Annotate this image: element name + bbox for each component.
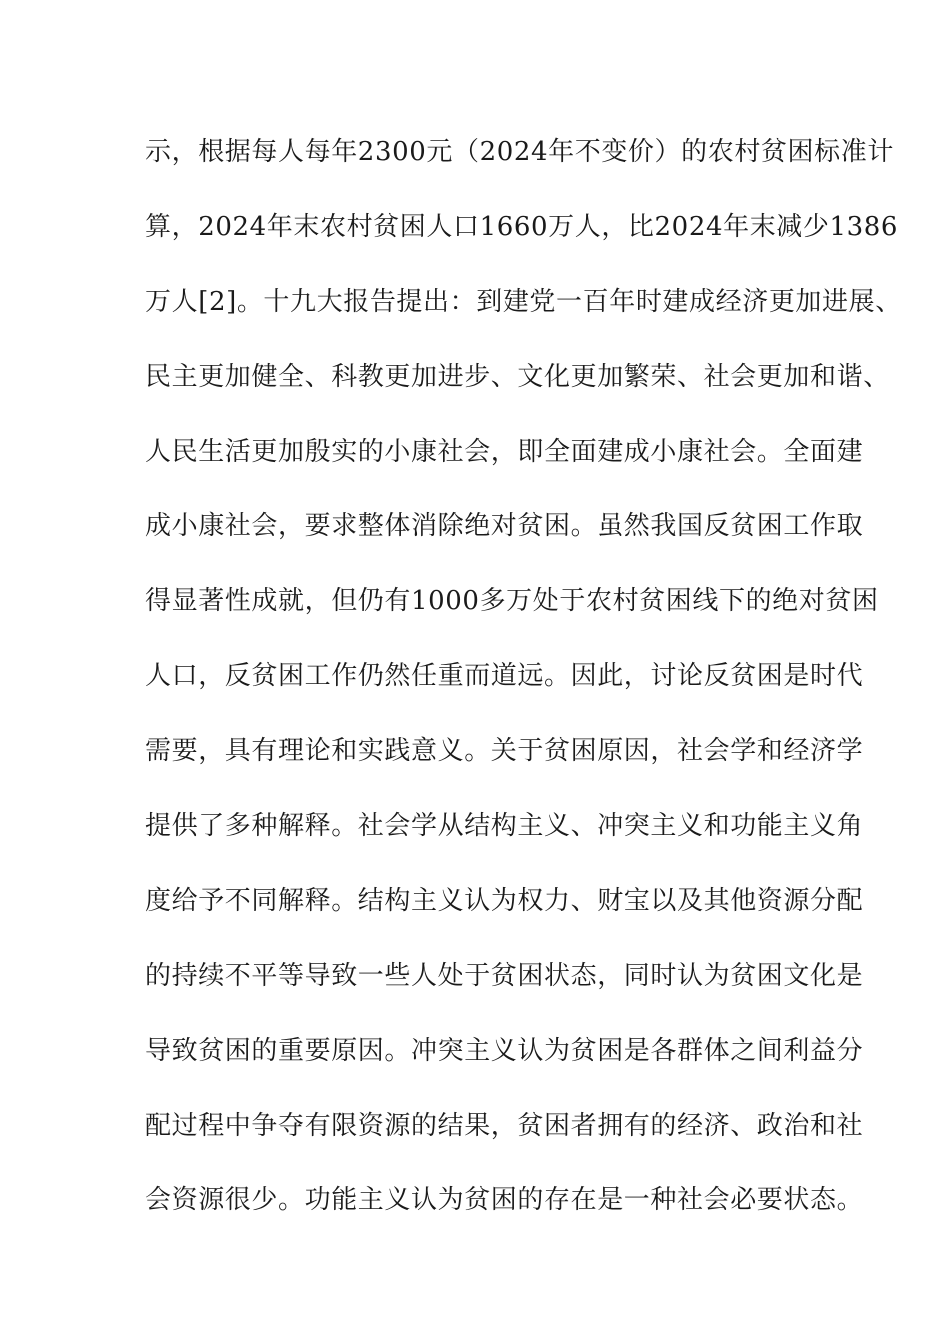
text-line: 需要，具有理论和实践意义。关于贫困原因，社会学和经济学: [145, 736, 864, 767]
text-line: 民主更加健全、科教更加进步、文化更加繁荣、社会更加和谐、: [145, 361, 890, 392]
text-line: 的持续不平等导致一些人处于贫困状态，同时认为贫困文化是: [145, 960, 864, 991]
text-line: 人民生活更加殷实的小康社会，即全面建成小康社会。全面建: [145, 436, 864, 467]
text-line: 提供了多种解释。社会学从结构主义、冲突主义和功能主义角: [145, 811, 864, 842]
text-line: 配过程中争夺有限资源的结果，贫困者拥有的经济、政治和社: [145, 1110, 864, 1141]
text-line: 示，根据每人每年2300元（2024年不变价）的农村贫困标准计: [145, 137, 894, 167]
text-line: 成小康社会，要求整体消除绝对贫困。虽然我国反贫困工作取: [145, 511, 864, 542]
text-line: 得显著性成就，但仍有1000多万处于农村贫困线下的绝对贫困: [145, 586, 879, 617]
text-line: 万人[2]。十九大报告提出：到建党一百年时建成经济更加进展、: [145, 286, 902, 317]
text-line: 导致贫困的重要原因。冲突主义认为贫困是各群体之间利益分: [145, 1035, 864, 1066]
text-line: 会资源很少。功能主义认为贫困的存在是一种社会必要状态。: [145, 1185, 864, 1216]
text-line: 算，2024年末农村贫困人口1660万人，比2024年末减少1386: [145, 211, 899, 242]
text-line: 人口，反贫困工作仍然任重而道远。因此，讨论反贫困是时代: [145, 661, 864, 692]
body-text: [145, 132, 902, 1255]
text-line: 度给予不同解释。结构主义认为权力、财宝以及其他资源分配: [145, 885, 864, 916]
